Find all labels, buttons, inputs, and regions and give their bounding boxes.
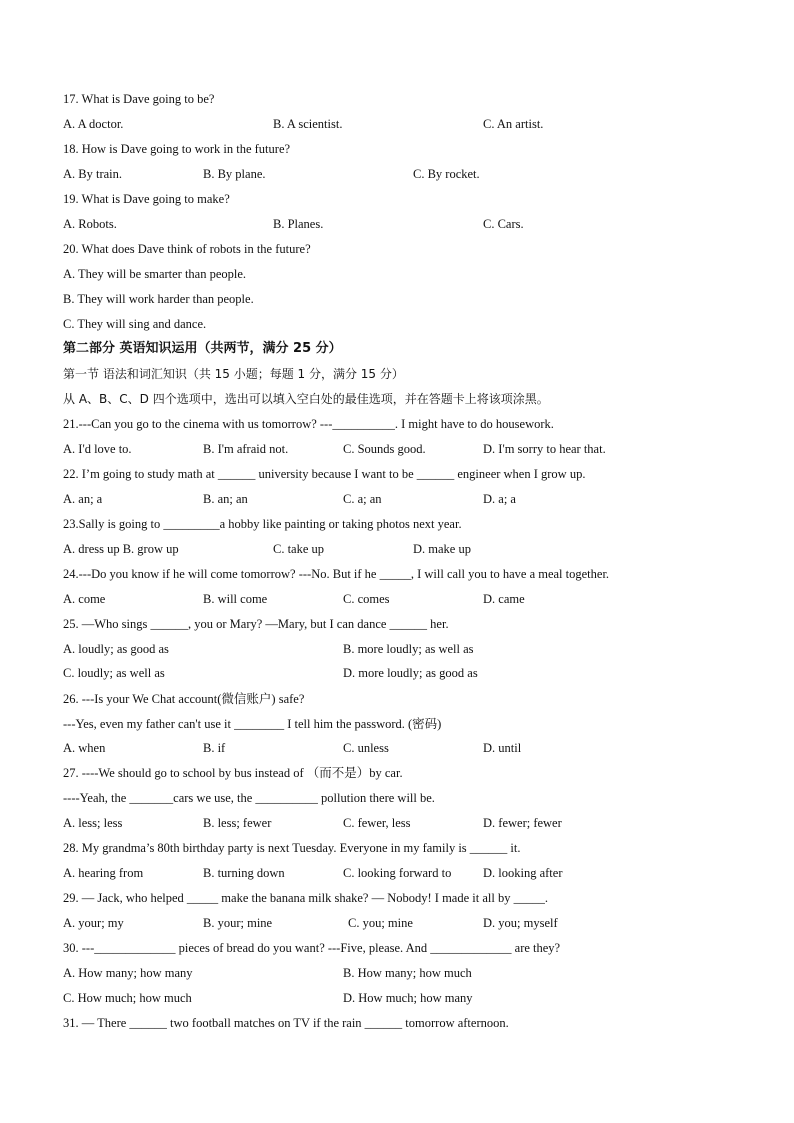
option-d: D. looking after <box>483 866 563 880</box>
option-b: B. your; mine <box>203 916 273 930</box>
question-20-option-a <box>0 263 794 285</box>
option-c: C. looking forward to <box>343 866 452 880</box>
option-c: C. An artist. <box>483 117 544 131</box>
option-d: D. a; a <box>483 492 516 506</box>
question-27-options <box>0 812 794 834</box>
question-stem: 24.---Do you know if he will come tomorrow? ---No. But if he _____, I will call you to have a meal together. <box>63 567 610 581</box>
option-d: D. How much; how many <box>343 991 473 1005</box>
option-c: C. take up <box>273 542 325 556</box>
section-1-title: 第一节 语法和词汇知识（共 15 小题；每题 1 分，满分 15 分） <box>63 367 404 381</box>
question-31 <box>0 1012 794 1034</box>
option-c: C. loudly; as well as <box>63 666 165 680</box>
option-d: D. until <box>483 741 522 755</box>
question-28 <box>0 837 794 859</box>
option-d: D. I'm sorry to hear that. <box>483 442 606 456</box>
question-23-options <box>0 538 794 560</box>
question-stem: 23.Sally is going to _________a hobby like painting or taking photos next year. <box>63 517 462 531</box>
option-b: B. an; an <box>203 492 248 506</box>
question-24 <box>0 563 794 585</box>
option-b: B. They will work harder than people. <box>63 292 254 306</box>
option-a: A. when <box>63 741 106 755</box>
question-21-options <box>0 438 794 460</box>
question-stem: 22. I’m going to study math at ______ university because I want to be ______ engineer when I grow up. <box>63 467 586 481</box>
option-a: A. your; my <box>63 916 124 930</box>
question-29-options <box>0 912 794 934</box>
option-b: B. turning down <box>203 866 285 880</box>
question-stem: 31. — There ______ two football matches on TV if the rain ______ tomorrow afternoon. <box>63 1016 509 1030</box>
option-a: A. an; a <box>63 492 103 506</box>
question-stem-2: ---Yes, even my father can't use it ________ I tell him the password. (密码) <box>63 717 442 731</box>
instruction: 从 A、B、C、D 四个选项中，选出可以填入空白处的最佳选项，并在答题卡上将该项涂黑。 <box>63 392 549 406</box>
option-d: D. you; myself <box>483 916 558 930</box>
question-stem: 19. What is Dave going to make? <box>63 192 230 206</box>
question-stem-2: ----Yeah, the _______cars we use, the __________ pollution there will be. <box>63 791 435 805</box>
question-stem: 28. My grandma’s 80th birthday party is next Tuesday. Everyone in my family is ______ it. <box>63 841 521 855</box>
question-stem: 18. How is Dave going to work in the future? <box>63 142 291 156</box>
instruction-line <box>0 388 794 410</box>
question-stem: 25. —Who sings ______, you or Mary? —Mary, but I can dance ______ her. <box>63 617 449 631</box>
question-22-options <box>0 488 794 510</box>
part-2-title: 第二部分 英语知识运用（共两节，满分 25 分） <box>63 341 342 356</box>
question-25 <box>0 613 794 635</box>
option-c: C. comes <box>343 592 390 606</box>
question-23 <box>0 513 794 535</box>
part-2-title-line <box>0 338 794 360</box>
question-stem: 20. What does Dave think of robots in the future? <box>63 242 311 256</box>
option-c: C. a; an <box>343 492 382 506</box>
option-a: A. come <box>63 592 106 606</box>
option-b: B. A scientist. <box>273 117 343 131</box>
question-27 <box>0 762 794 784</box>
question-27-line-2 <box>0 787 794 809</box>
option-b: B. How many; how much <box>343 966 472 980</box>
question-24-options <box>0 588 794 610</box>
question-26-options <box>0 737 794 759</box>
option-b: B. more loudly; as well as <box>343 642 474 656</box>
question-30-options-ab <box>0 962 794 984</box>
question-stem: 17. What is Dave going to be? <box>63 92 215 106</box>
option-b: B. will come <box>203 592 268 606</box>
option-b: B. if <box>203 741 226 755</box>
question-18-options <box>0 163 794 185</box>
option-a-b: A. dress up B. grow up <box>63 542 179 556</box>
question-stem: 27. ----We should go to school by bus instead of （而不是）by car. <box>63 766 403 780</box>
option-b: B. less; fewer <box>203 816 272 830</box>
question-25-options-cd <box>0 662 794 684</box>
option-a: A. hearing from <box>63 866 144 880</box>
option-a: A. They will be smarter than people. <box>63 267 247 281</box>
question-stem: 26. ---Is your We Chat account(微信账户) safe? <box>63 692 305 706</box>
question-17 <box>0 88 794 110</box>
option-c: C. Cars. <box>483 217 524 231</box>
option-a: A. By train. <box>63 167 123 181</box>
question-29 <box>0 887 794 909</box>
question-17-options <box>0 113 794 135</box>
option-d: D. more loudly; as good as <box>343 666 478 680</box>
question-22 <box>0 463 794 485</box>
question-stem: 29. — Jack, who helped _____ make the banana milk shake? — Nobody! I made it all by _____. <box>63 891 548 905</box>
option-c: C. Sounds good. <box>343 442 426 456</box>
question-30-options-cd <box>0 987 794 1009</box>
question-20-option-b <box>0 288 794 310</box>
question-20-option-c <box>0 313 794 335</box>
option-a: A. A doctor. <box>63 117 124 131</box>
option-c: C. They will sing and dance. <box>63 317 207 331</box>
question-19-options <box>0 213 794 235</box>
option-c: C. unless <box>343 741 389 755</box>
question-20 <box>0 238 794 260</box>
option-d: D. fewer; fewer <box>483 816 562 830</box>
question-stem: 21.---Can you go to the cinema with us tomorrow? ---__________. I might have to do housework. <box>63 417 554 431</box>
question-28-options <box>0 862 794 884</box>
question-stem: 30. ---_____________ pieces of bread do you want? ---Five, please. And _____________ are they? <box>63 941 561 955</box>
option-a: A. less; less <box>63 816 123 830</box>
option-c: C. fewer, less <box>343 816 411 830</box>
section-1-title-line <box>0 363 794 385</box>
option-c: C. By rocket. <box>413 167 480 181</box>
option-a: A. How many; how many <box>63 966 193 980</box>
option-b: B. I'm afraid not. <box>203 442 289 456</box>
question-30 <box>0 937 794 959</box>
question-18 <box>0 138 794 160</box>
option-c: C. you; mine <box>348 916 413 930</box>
question-25-options-ab <box>0 638 794 660</box>
option-c: C. How much; how much <box>63 991 192 1005</box>
option-d: D. make up <box>413 542 471 556</box>
option-b: B. Planes. <box>273 217 324 231</box>
option-a: A. loudly; as good as <box>63 642 169 656</box>
option-a: A. Robots. <box>63 217 117 231</box>
option-a: A. I'd love to. <box>63 442 132 456</box>
option-b: B. By plane. <box>203 167 266 181</box>
question-26-line-2 <box>0 713 794 735</box>
option-d: D. came <box>483 592 525 606</box>
question-19 <box>0 188 794 210</box>
question-26 <box>0 688 794 710</box>
question-21 <box>0 413 794 435</box>
